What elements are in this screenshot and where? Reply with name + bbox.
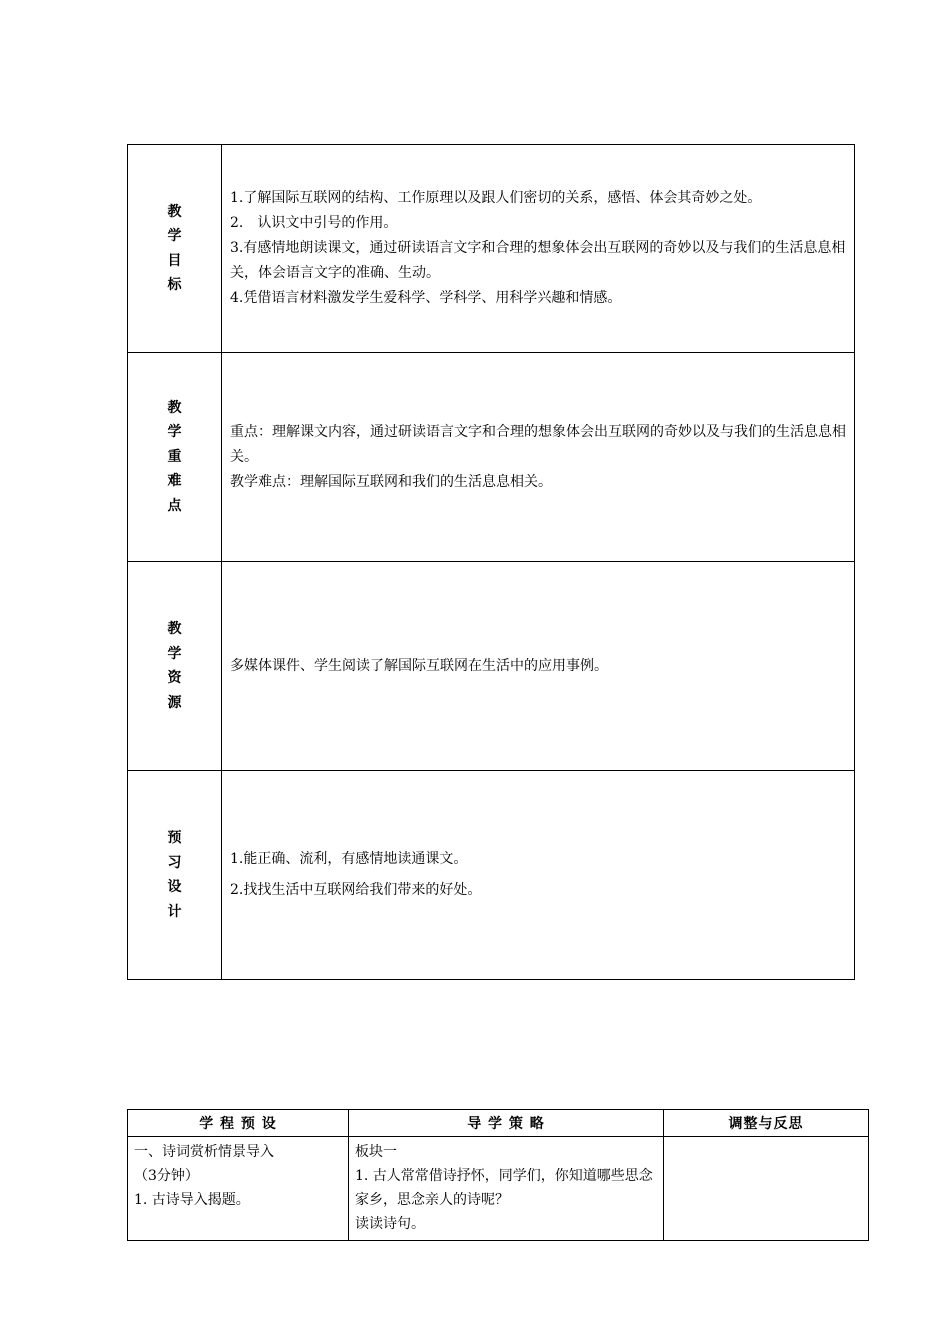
label-char: 教: [167, 203, 182, 220]
guidance-strategy-cell: [349, 1137, 664, 1241]
preview-item: 1.能正确、流利，有感情地读通课文。: [230, 851, 468, 867]
objectives-label: [128, 145, 222, 353]
label-char: 点: [167, 497, 182, 514]
list-item: 板块一: [355, 1144, 397, 1160]
objectives-content: [222, 145, 855, 353]
list-item: 1. 古诗导入揭题。: [134, 1192, 250, 1208]
objective-item: 1.了解国际互联网的结构、工作原理以及跟人们密切的关系，感悟、体会其奇妙之处。: [230, 190, 762, 206]
label-char: 资: [167, 670, 182, 686]
header-row: [128, 1110, 869, 1137]
label-char: 源: [167, 694, 182, 711]
preview-design-content: [222, 771, 855, 980]
resource-item: 多媒体课件、学生阅读了解国际互联网在生活中的应用事例。: [230, 657, 608, 674]
objectives-row: [128, 145, 855, 353]
preview-item: 2.找找生活中互联网给我们带来的好处。: [230, 882, 482, 898]
key-point-item: 重点：理解课文内容，通过研读语言文字和合理的想象体会出互联网的奇妙以及与我们的生活息息相关。: [230, 423, 846, 465]
label-char: 教: [167, 399, 182, 416]
label-char: 重: [167, 448, 182, 465]
column-header-learning-plan: 学 程 预 设: [128, 1110, 349, 1137]
key-points-row: [128, 353, 855, 562]
label-char: 目: [167, 252, 182, 269]
column-header-guidance-strategy: 导 学 策 略: [349, 1110, 664, 1137]
resources-content: [222, 562, 855, 771]
key-point-item: 教学难点：理解国际互联网和我们的生活息息相关。: [230, 473, 552, 490]
learning-process-table: [127, 1109, 869, 1241]
label-char: 习: [167, 854, 182, 871]
label-char: 设: [167, 879, 182, 895]
table-row: [128, 1137, 869, 1241]
label-char: 教: [167, 621, 182, 637]
label-char: 标: [167, 277, 182, 293]
key-points-label: [128, 353, 222, 562]
adjustment-reflection-cell: [664, 1137, 869, 1241]
list-item: 一、诗词赏析情景导入: [134, 1144, 274, 1160]
preview-design-label: [128, 771, 222, 980]
list-item: 读读诗句。: [355, 1216, 425, 1232]
objective-item: 2. 认识文中引号的作用。: [230, 215, 398, 231]
objective-item: 3.有感情地朗读课文，通过研读语言文字和合理的想象体会出互联网的奇妙以及与我们的生活息息相关，体会语言文字的准确、生动。: [230, 240, 846, 281]
column-header-adjustment-reflection: 调整与反思: [664, 1110, 869, 1137]
objective-item: 4.凭借语言材料激发学生爱科学、学科学、用科学兴趣和情感。: [230, 290, 622, 306]
label-char: 学: [167, 228, 182, 244]
list-item: （3分钟）: [134, 1168, 199, 1184]
key-points-content: [222, 353, 855, 562]
label-char: 预: [167, 830, 182, 846]
resources-row: [128, 562, 855, 771]
label-char: 难: [167, 473, 182, 490]
label-char: 计: [167, 903, 182, 920]
label-char: 学: [167, 424, 182, 441]
learning-plan-cell: [128, 1137, 349, 1241]
lesson-plan-table: [127, 144, 855, 980]
list-item: 1. 古人常常借诗抒怀，同学们，你知道哪些思念家乡，思念亲人的诗呢？: [355, 1168, 653, 1208]
label-char: 学: [167, 645, 182, 662]
preview-design-row: [128, 771, 855, 980]
resources-label: [128, 562, 222, 771]
